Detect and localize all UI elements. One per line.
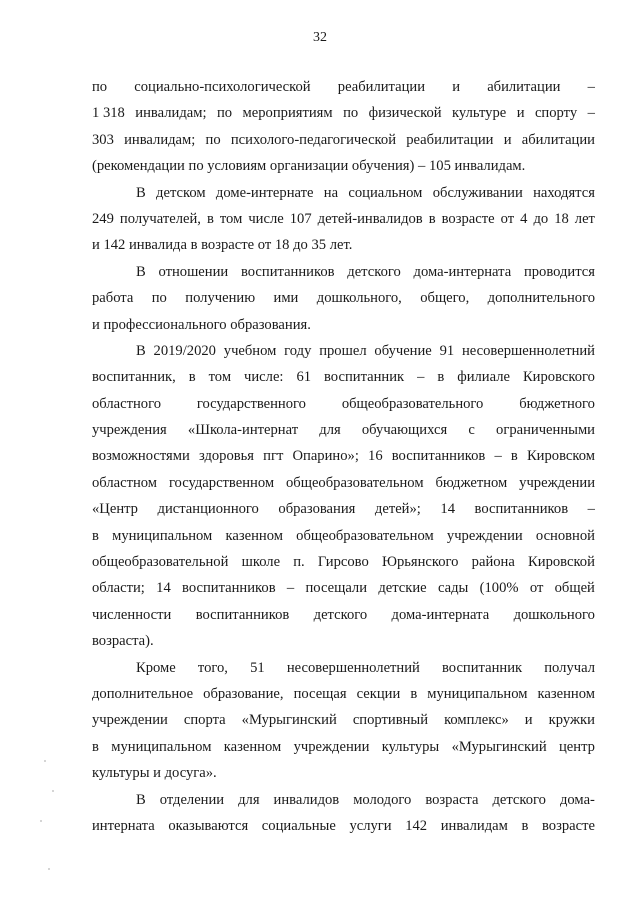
- word: воспитанник: [324, 369, 405, 386]
- word: –: [286, 580, 295, 597]
- word: посещали: [305, 580, 368, 597]
- word: в: [510, 448, 518, 465]
- word: обучение: [374, 342, 432, 359]
- word: инвалидов: [273, 791, 340, 808]
- word: 107: [289, 210, 312, 227]
- word: в: [437, 369, 445, 386]
- word: В: [136, 263, 146, 280]
- word: Опарино»;: [292, 448, 359, 465]
- word: казенном: [223, 738, 282, 755]
- word: В: [136, 791, 146, 808]
- word: и: [516, 105, 525, 122]
- word: абилитации: [487, 79, 561, 95]
- word: получал: [544, 659, 595, 676]
- word: отделении: [159, 791, 225, 808]
- word: ими: [273, 290, 299, 307]
- text-line: [92, 655, 595, 681]
- text-line: культуры и досуга».: [92, 765, 217, 782]
- word: обучающихся: [361, 422, 448, 439]
- word: обслуживании: [432, 184, 523, 201]
- word: воспитанник,: [92, 369, 176, 386]
- word: того,: [197, 659, 228, 676]
- word: учреждении: [92, 712, 168, 729]
- word: находятся: [533, 184, 595, 201]
- word: реабилитации: [337, 79, 426, 95]
- word: от: [500, 210, 515, 227]
- word: детского: [347, 263, 401, 280]
- word: прошел: [319, 342, 367, 359]
- text-line: [92, 259, 595, 285]
- word: в: [521, 817, 529, 834]
- word: лет: [574, 210, 595, 227]
- word: детей-инвалидов: [317, 210, 423, 227]
- word: проводится: [523, 263, 595, 280]
- word: –: [417, 369, 425, 386]
- text-line: [92, 523, 595, 549]
- word: 91: [439, 342, 455, 359]
- word: по: [205, 131, 221, 148]
- text-line: [92, 787, 595, 813]
- word: детском: [156, 184, 206, 201]
- text-line: [92, 127, 595, 153]
- word: по: [92, 79, 108, 95]
- word: оказываются: [168, 817, 249, 834]
- word: (100%: [479, 580, 519, 597]
- word: дошкольного: [513, 606, 595, 623]
- word: молодого: [353, 791, 412, 808]
- word: 4: [520, 210, 528, 227]
- text-line: [92, 100, 595, 126]
- text-line: [92, 549, 595, 575]
- word: социально-психологической: [134, 79, 311, 95]
- word: психолого-педагогической: [230, 131, 397, 148]
- word: муниципальном: [427, 685, 528, 702]
- word: и: [503, 131, 512, 148]
- word: численности: [92, 606, 172, 623]
- word: учреждении: [293, 738, 370, 755]
- text-line: [92, 681, 595, 707]
- word: 142: [405, 817, 428, 834]
- scan-mark: [44, 760, 46, 762]
- word: том: [219, 210, 243, 227]
- text-line: и профессионального образования.: [92, 316, 311, 333]
- paragraph: [92, 259, 595, 338]
- word: «Школа-интернат: [187, 422, 299, 439]
- word: образования: [278, 501, 356, 518]
- word: центр: [559, 738, 595, 755]
- word: общей: [554, 580, 595, 597]
- text-line: (рекомендации по условиям организации обучения) – 105 инвалидам.: [92, 158, 526, 175]
- word: числе: [248, 210, 284, 227]
- text-line: и 142 инвалида в возрасте от 18 до 35 лет.: [92, 237, 353, 254]
- word: дистанционного: [157, 501, 259, 518]
- word: «Мурыгинский: [241, 712, 337, 729]
- text-line: [92, 285, 595, 311]
- word: филиале: [457, 369, 510, 386]
- scan-mark: [40, 820, 42, 822]
- word: дошкольного,: [316, 290, 402, 307]
- word: по: [151, 290, 167, 307]
- word: году: [284, 342, 312, 359]
- scan-mark: [52, 790, 54, 792]
- word: реабилитации: [406, 131, 494, 148]
- text-line: [92, 74, 595, 100]
- word: воспитанник: [442, 659, 523, 676]
- word: дополнительное: [92, 685, 194, 702]
- word: мероприятиям: [242, 105, 333, 122]
- word: образование,: [203, 685, 284, 702]
- word: детского: [492, 791, 546, 808]
- text-line: [92, 496, 595, 522]
- word: несовершеннолетний: [286, 659, 420, 676]
- text-line: [92, 602, 595, 628]
- word: в: [188, 369, 196, 386]
- word: основной: [535, 527, 595, 544]
- text-line: [92, 417, 595, 443]
- word: 14: [156, 580, 171, 597]
- word: ограниченными: [496, 422, 595, 439]
- word: спорту: [534, 105, 578, 122]
- word: «Мурыгинский: [451, 738, 547, 755]
- word: Юрьянского: [381, 554, 459, 571]
- word: работа: [92, 290, 134, 307]
- word: и: [452, 79, 461, 95]
- word: 51: [250, 659, 265, 676]
- word: инвалидам: [440, 817, 508, 834]
- text-line: [92, 813, 595, 839]
- word: –: [494, 448, 502, 465]
- word: муниципальном: [112, 527, 213, 544]
- word: В: [136, 342, 146, 359]
- word: 18: [554, 210, 569, 227]
- text-line: возраста).: [92, 633, 154, 650]
- word: 61: [296, 369, 312, 386]
- word: для: [238, 791, 260, 808]
- paragraph: [92, 338, 595, 655]
- word: в: [428, 210, 436, 227]
- word: спортивный: [352, 712, 429, 729]
- word: социальные: [261, 817, 336, 834]
- word: в: [410, 685, 418, 702]
- word: несовершеннолетний: [461, 342, 595, 359]
- word: дополнительного: [487, 290, 595, 307]
- word: возрасте: [441, 210, 495, 227]
- paragraph: [92, 655, 595, 787]
- word: в: [92, 527, 99, 544]
- word: на: [323, 184, 339, 201]
- paragraph: [92, 74, 595, 180]
- word: здоровья: [198, 448, 255, 465]
- word: том: [208, 369, 232, 386]
- word: Гирсово: [317, 554, 369, 571]
- word: числе:: [244, 369, 284, 386]
- word: 1 318: [92, 105, 125, 122]
- text-line: [92, 707, 595, 733]
- word: в: [206, 210, 214, 227]
- word: общеобразовательном: [285, 474, 424, 491]
- word: п.: [293, 554, 305, 571]
- word: социальном: [348, 184, 423, 201]
- word: детского: [313, 606, 368, 623]
- word: школе: [241, 554, 281, 571]
- word: инвалидам;: [124, 131, 196, 148]
- word: получению: [185, 290, 256, 307]
- word: по: [216, 105, 233, 122]
- word: до: [533, 210, 549, 227]
- word: услуги: [349, 817, 392, 834]
- word: «Центр: [92, 501, 138, 518]
- text-line: [92, 734, 595, 760]
- text-line: [92, 206, 595, 232]
- word: –: [587, 105, 595, 122]
- text-line: [92, 443, 595, 469]
- word: общеобразовательной: [92, 554, 229, 571]
- word: воспитанников: [240, 263, 335, 280]
- word: детей»;: [374, 501, 421, 518]
- word: учреждении: [446, 527, 523, 544]
- word: 16: [368, 448, 383, 465]
- word: кружки: [548, 712, 595, 729]
- word: для: [319, 422, 341, 439]
- word: учреждении: [519, 474, 595, 491]
- word: общеобразовательном: [296, 527, 434, 544]
- word: района: [471, 554, 515, 571]
- word: государственном: [168, 474, 275, 491]
- word: культуре: [452, 105, 507, 122]
- word: областном: [92, 474, 158, 491]
- word: казенном: [225, 527, 283, 544]
- word: области;: [92, 580, 145, 597]
- word: комплекс»: [444, 712, 509, 729]
- word: с: [468, 422, 475, 439]
- text-line: [92, 338, 595, 364]
- text-line: [92, 180, 595, 206]
- word: сады: [437, 580, 469, 597]
- word: областного: [92, 395, 161, 412]
- word: в: [92, 738, 99, 755]
- word: –: [587, 501, 595, 518]
- document-body: [92, 74, 595, 839]
- word: спорта: [183, 712, 226, 729]
- word: воспитанников: [391, 448, 486, 465]
- word: общего,: [420, 290, 470, 307]
- paragraph: [92, 787, 595, 840]
- word: интерната: [92, 817, 155, 834]
- word: В: [136, 184, 146, 201]
- word: доме-интернате: [215, 184, 314, 201]
- text-line: [92, 575, 595, 601]
- word: 303: [92, 131, 114, 148]
- word: Кировской: [528, 554, 595, 571]
- word: муниципальном: [111, 738, 212, 755]
- word: по: [343, 105, 359, 122]
- word: посещая: [293, 685, 347, 702]
- word: общеобразовательного: [341, 395, 484, 412]
- word: пгт: [263, 448, 284, 465]
- word: культуры: [381, 738, 440, 755]
- word: воспитанников: [182, 580, 276, 597]
- word: Кроме: [136, 659, 176, 676]
- word: воспитанников: [474, 501, 569, 518]
- word: 249: [92, 210, 114, 227]
- word: бюджетном: [435, 474, 508, 491]
- word: государственного: [196, 395, 306, 412]
- scan-mark: [48, 868, 50, 870]
- word: 14: [440, 501, 455, 518]
- word: возрасте: [541, 817, 595, 834]
- word: Кировского: [522, 369, 595, 386]
- word: бюджетного: [519, 395, 595, 412]
- word: Кировском: [526, 448, 595, 465]
- word: воспитанников: [195, 606, 290, 623]
- word: учебном: [223, 342, 277, 359]
- page-number: 32: [313, 30, 327, 45]
- word: секции: [356, 685, 401, 702]
- word: абилитации: [521, 131, 595, 148]
- word: возраста: [425, 791, 479, 808]
- word: детские: [378, 580, 427, 597]
- word: инвалидам;: [135, 105, 207, 122]
- word: отношении: [158, 263, 229, 280]
- text-line: [92, 364, 595, 390]
- word: получателей,: [119, 210, 201, 227]
- text-line: [92, 391, 595, 417]
- word: –: [587, 79, 595, 95]
- paragraph: [92, 180, 595, 259]
- word: 2019/2020: [153, 342, 216, 359]
- word: возможностями: [92, 448, 190, 465]
- word: дома-интерната: [391, 606, 490, 623]
- text-line: [92, 470, 595, 496]
- word: физической: [368, 105, 442, 122]
- word: и: [524, 712, 533, 729]
- word: казенном: [537, 685, 595, 702]
- word: дома-: [559, 791, 595, 808]
- word: дома-интерната: [413, 263, 512, 280]
- word: от: [529, 580, 544, 597]
- word: учреждения: [92, 422, 167, 439]
